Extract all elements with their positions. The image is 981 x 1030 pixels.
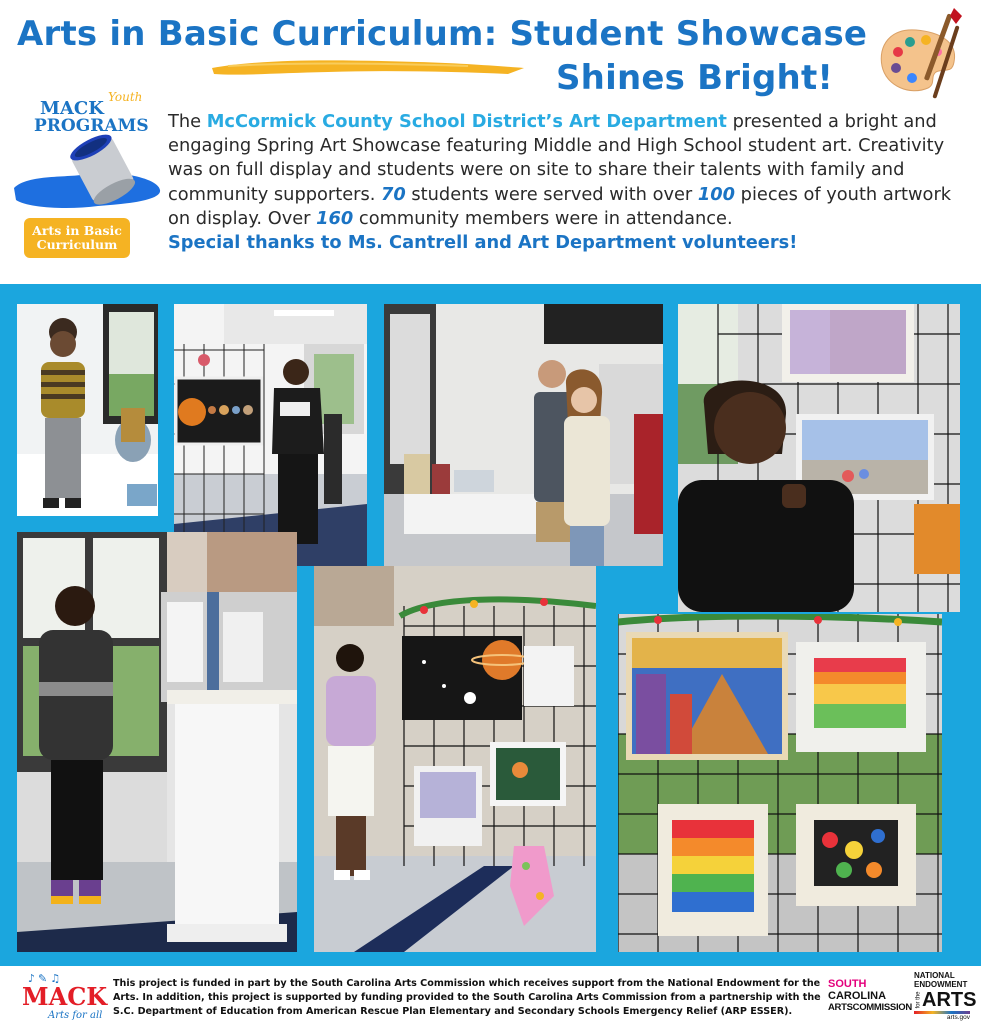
scac-line1: SOUTH [828,978,867,990]
nea-url: arts.gov [946,1014,970,1021]
page-title-line1: Arts in Basic Curriculum: Student Showcase [17,14,868,54]
logo-youth-text: Youth [108,90,143,104]
brush-stroke-decoration [208,54,528,80]
district-name: McCormick County School District’s Art Department [206,111,727,132]
logo-badge-text: Arts in Basic Curriculum [32,223,122,252]
footer-mack-text: MACK [22,982,108,1011]
page-title-line2: Shines Bright! [556,58,834,98]
community-count: 160 [316,207,354,229]
footer-mack-tagline: Arts for all [48,1010,103,1021]
nea-line1: NATIONAL [914,971,955,980]
mack-programs-logo [8,92,164,264]
photo-artwork-display-grid [618,614,942,952]
thanks-line: Special thanks to Ms. Cantrell and Art Department volunteers! [168,232,798,254]
paint-can-icon [8,134,164,224]
students-count: 70 [381,183,406,205]
logo-programs-text: PROGRAMS [34,116,149,136]
pieces-count: 100 [697,183,736,205]
nea-arts: ARTS [922,989,977,1011]
photo-student-space-painting [314,566,596,952]
logo-mack-text: MACK [40,98,104,119]
photo-student-holding-drawing [678,304,960,612]
photo-student-solar-system [174,304,367,566]
intro-text-3: students were served with over [405,183,698,205]
logo-badge [24,218,130,258]
intro-text-1: The [168,111,207,132]
intro-text-5: community members were in attendance. [353,207,733,229]
footer-mack-logo [10,972,108,1026]
paint-palette-icon [876,6,968,106]
intro-text-4: pieces of youth artwork on display. Over [168,183,952,229]
photo-visitors-viewing-art [384,304,663,566]
photo-student-elephant-sculpture [17,304,158,516]
footer-arts-icons: ♪✎♫ [28,972,64,985]
photo-student-architecture-model [17,532,297,952]
scac-line2: CAROLINA [828,990,887,1002]
scac-line3: ARTSCOMMISSION [828,1002,912,1013]
intro-paragraph [168,110,958,255]
nea-for: for the [915,991,922,1009]
funding-statement: This project is funded in part by the South Carolina Arts Commission which receives support from the National Endowment for the Arts. In addition, this project is supported by funding provided to the South Carolina Arts Commission from a partnership with the S.C. Department of Education from American Rescue Plan Elementary and Secondary Schools Emergency Relief (ARP ESSER). [113,978,821,1017]
nea-logo [914,972,976,1026]
nea-line2: ENDOWMENT [914,980,968,989]
sc-arts-commission-logo [828,978,912,1022]
intro-text-2: presented a bright and engaging Spring Art Showcase featuring Middle and High School student art. Creativity was on full display and students were on site to share their talents with family and community supporters. [168,111,945,205]
